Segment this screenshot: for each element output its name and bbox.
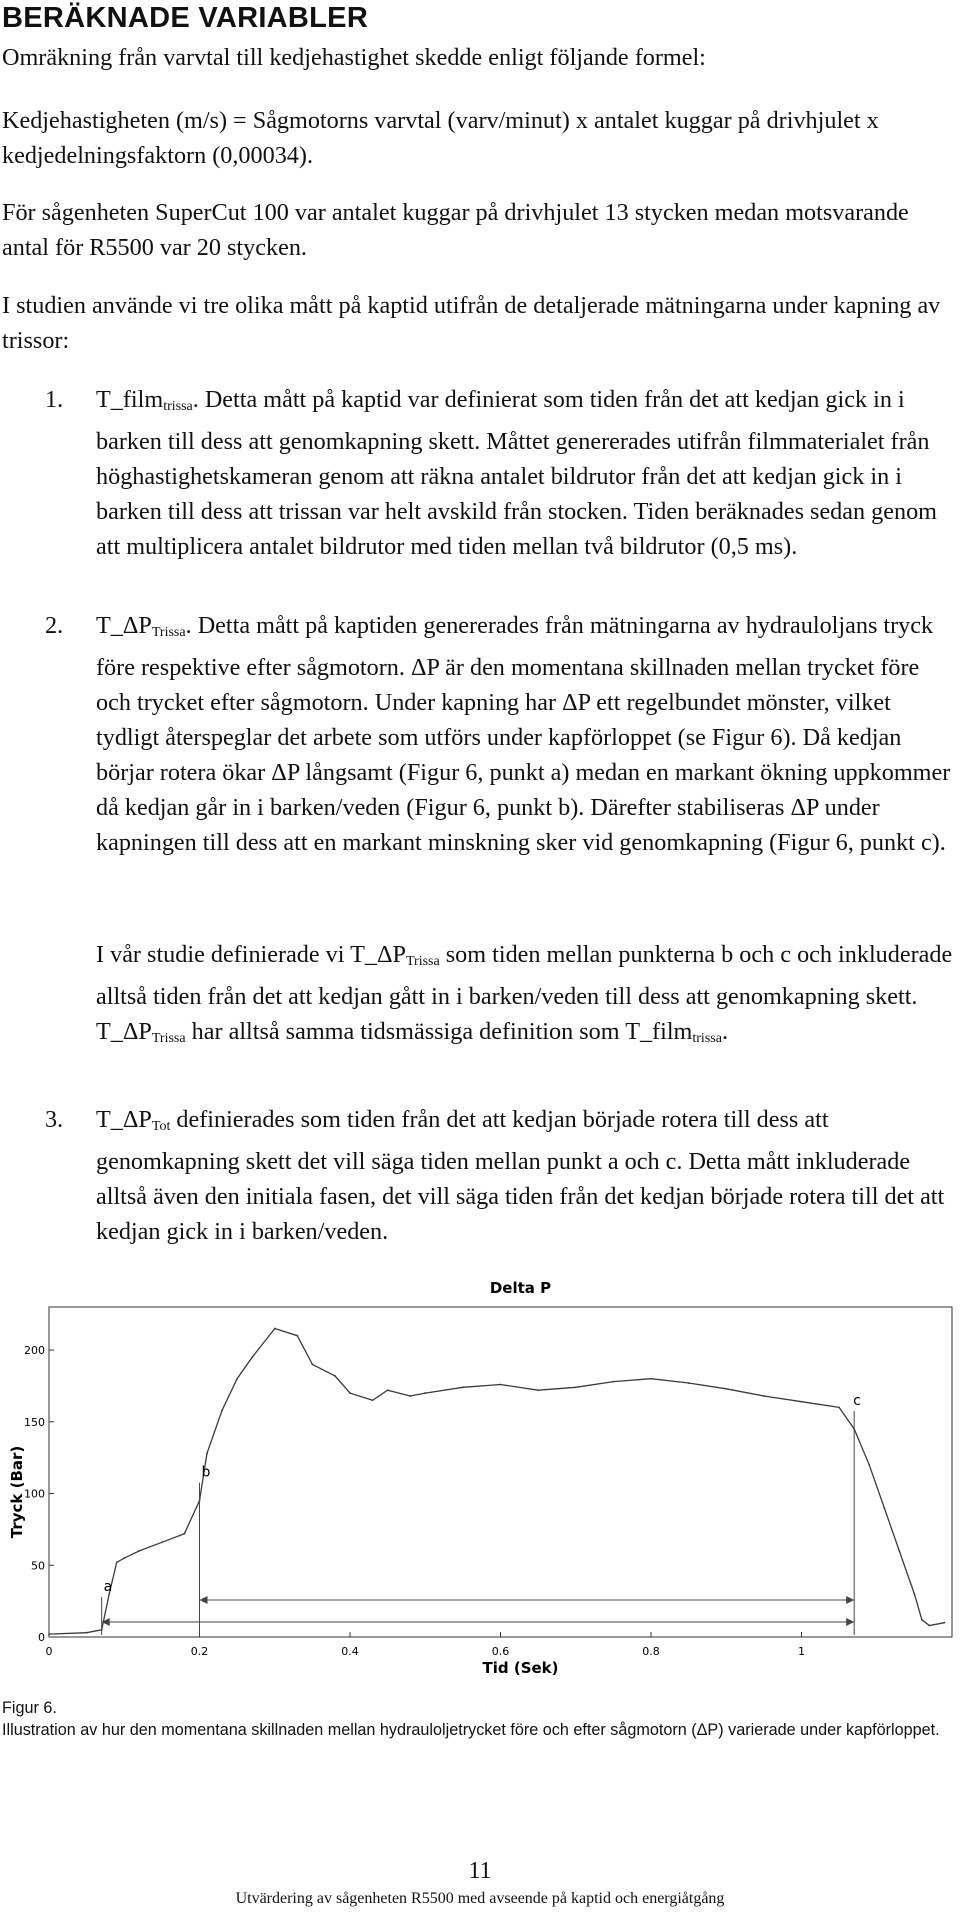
term: T_ΔP [96, 1106, 152, 1133]
series-line-delta-p [49, 1329, 945, 1635]
y-tick-label: 150 [24, 1415, 45, 1429]
data-point [575, 1386, 577, 1388]
list-number: 1. [45, 386, 64, 413]
data-point [184, 1533, 186, 1535]
data-point [500, 1384, 502, 1386]
term-subscript: Trissa [151, 625, 186, 640]
y-tick-label: 200 [24, 1344, 45, 1358]
figure-caption: Illustration av hur den momentana skillnaden mellan hydrauloljetrycket före och efter sågmotorn (ΔP) varierade under kapförloppet. [2, 1721, 940, 1739]
data-point [612, 1381, 614, 1383]
y-tick-label: 100 [24, 1487, 45, 1501]
term-subscript: Trissa [405, 954, 440, 969]
data-point [221, 1409, 223, 1411]
data-point [372, 1399, 374, 1401]
term: T_ΔP [96, 1018, 152, 1045]
data-point [251, 1356, 253, 1358]
text-run: . [721, 1018, 728, 1045]
list-number: 2. [45, 612, 64, 639]
data-point [838, 1407, 840, 1409]
data-point [801, 1401, 803, 1403]
text-run: har alltså samma tidsmässiga definition som [185, 1018, 626, 1045]
plot-frame [49, 1307, 952, 1637]
term-subscript: trissa [692, 1031, 722, 1046]
paragraph-study-intro: I studien använde vi tre olika mått på kaptid utifrån de detaljerade mätningarna under kapning av trissor: [2, 292, 941, 354]
arrow-b-c-head-start [200, 1596, 208, 1604]
text-run: I vår studie definierade vi [96, 941, 351, 968]
list-text [96, 1102, 956, 1249]
data-point [424, 1392, 426, 1394]
arrow-b-c-head-end [846, 1596, 854, 1604]
x-tick-label: 1 [798, 1645, 805, 1658]
data-point [688, 1382, 690, 1384]
term: T_ΔP [96, 612, 152, 639]
arrow-a-c-head-end [846, 1618, 854, 1626]
list-text [96, 382, 956, 564]
term-subscript: Tot [151, 1119, 171, 1134]
term: T_film [96, 386, 164, 413]
data-point [138, 1550, 140, 1552]
text-run: som tiden mellan punkterna b och c och inkluderade alltså tiden från det att kedjan gått in i barken/veden till dess att genomkapning skett. [96, 941, 953, 1010]
data-point [921, 1619, 923, 1621]
list-text [96, 608, 956, 860]
chart-title: Delta P [489, 1279, 552, 1297]
data-point [929, 1625, 931, 1627]
term-subscript: trissa [163, 399, 193, 414]
list-text-continued [96, 937, 956, 1056]
data-point [116, 1561, 118, 1563]
paragraph-formula: Kedjehastigheten (m/s) = Sågmotorns varvtal (varv/minut) x antalet kuggar på drivhjulet x kedjedelningsfaktorn (0,00034). [2, 107, 879, 169]
annotation-label-a: a [103, 1579, 113, 1595]
paragraph-cogs: För sågenheten SuperCut 100 var antalet kuggar på drivhjulet 13 stycken medan motsvarande antal för R5500 var 20 stycken. [2, 199, 909, 261]
x-tick-label: 0 [45, 1645, 53, 1658]
annotation-label-c: c [853, 1392, 861, 1409]
x-tick-label: 0.2 [190, 1645, 209, 1658]
data-point [387, 1389, 389, 1391]
data-point [48, 1633, 50, 1635]
data-point [334, 1375, 336, 1377]
y-tick-label: 0 [38, 1631, 45, 1644]
data-point [86, 1632, 88, 1634]
data-point [537, 1389, 539, 1391]
figure-label: Figur 6. [2, 1699, 57, 1717]
x-tick-label: 0.8 [642, 1645, 660, 1658]
data-point [898, 1550, 900, 1552]
data-point [883, 1507, 885, 1509]
footer-title: Utvärdering av sågenheten R5500 med avseende på kaptid och energiåtgång [235, 1890, 725, 1907]
data-point [725, 1388, 727, 1390]
data-point [349, 1392, 351, 1394]
x-axis-label: Tid (Sek) [482, 1659, 559, 1677]
data-point [274, 1328, 276, 1330]
data-point [650, 1378, 652, 1380]
data-point [913, 1593, 915, 1595]
data-point [944, 1622, 946, 1624]
definition: definierades som tiden från det att kedjan började rotera till dess att genomkapning skett det vill säga tiden mellan punkt a och c. Detta mått inkluderade alltså även den initiala fasen, det vill säga tiden från det kedjan började rotera till det att kedjan gick in i barken/veden. [96, 1106, 945, 1245]
y-axis-label: Tryck (Bar) [8, 1445, 26, 1539]
data-point [123, 1557, 125, 1559]
delta-p-chart [0, 1265, 960, 1695]
x-tick-label: 0.6 [491, 1645, 510, 1658]
annotation-label-b: b [201, 1464, 211, 1481]
paragraph-formula-intro: Omräkning från varvtal till kedjehastighet skedde enligt följande formel: [2, 44, 706, 71]
data-point [763, 1395, 765, 1397]
list-number: 3. [45, 1106, 64, 1133]
data-point [296, 1335, 298, 1337]
definition: . Detta mått på kaptiden genererades från mätningarna av hydrauloljans tryck före respektive efter sågmotorn. ΔP är den momentana skillnaden mellan trycket före och trycket efter sågmotorn. Under kapning har ΔP ett regelbundet mönster, vilket tydligt återspeglar det arbete som utförs under kapförloppet (se Figur 6). Då kedjan börjar rotera ökar ΔP långsamt (Figur 6, punkt a) medan en markant ökning uppkommer då kedjan går in i barken/veden (Figur 6, punkt b). Därefter stabiliseras ΔP under kapningen till dess att en markant minskning sker vid genomkapning (Figur 6, punkt c). [96, 612, 951, 856]
data-point [311, 1363, 313, 1365]
data-point [236, 1378, 238, 1380]
x-tick-label: 0.4 [341, 1645, 359, 1658]
data-point [161, 1541, 163, 1543]
term: T_ΔP [350, 941, 406, 968]
data-point [868, 1464, 870, 1466]
page-number: 11 [468, 1858, 492, 1884]
data-point [462, 1386, 464, 1388]
term-subscript: Trissa [151, 1031, 186, 1046]
definition: . Detta mått på kaptid var definierat som tiden från det att kedjan gick in i barken till dess att genomkapning skett. Måttet genererades utifrån filmmaterialet från höghastighetskameran genom att räkna antalet bildrutor från det att kedjan gick in i barken till dess att trissan var helt avskild från stocken. Tiden beräknades sedan genom att multiplicera antalet bildrutor med tiden mellan två bildrutor (0,5 ms). [96, 386, 937, 560]
term: T_film [625, 1018, 693, 1045]
data-point [206, 1452, 208, 1454]
section-heading: BERÄKNADE VARIABLER [2, 2, 369, 34]
y-tick-label: 50 [31, 1559, 45, 1573]
data-point [409, 1395, 411, 1397]
